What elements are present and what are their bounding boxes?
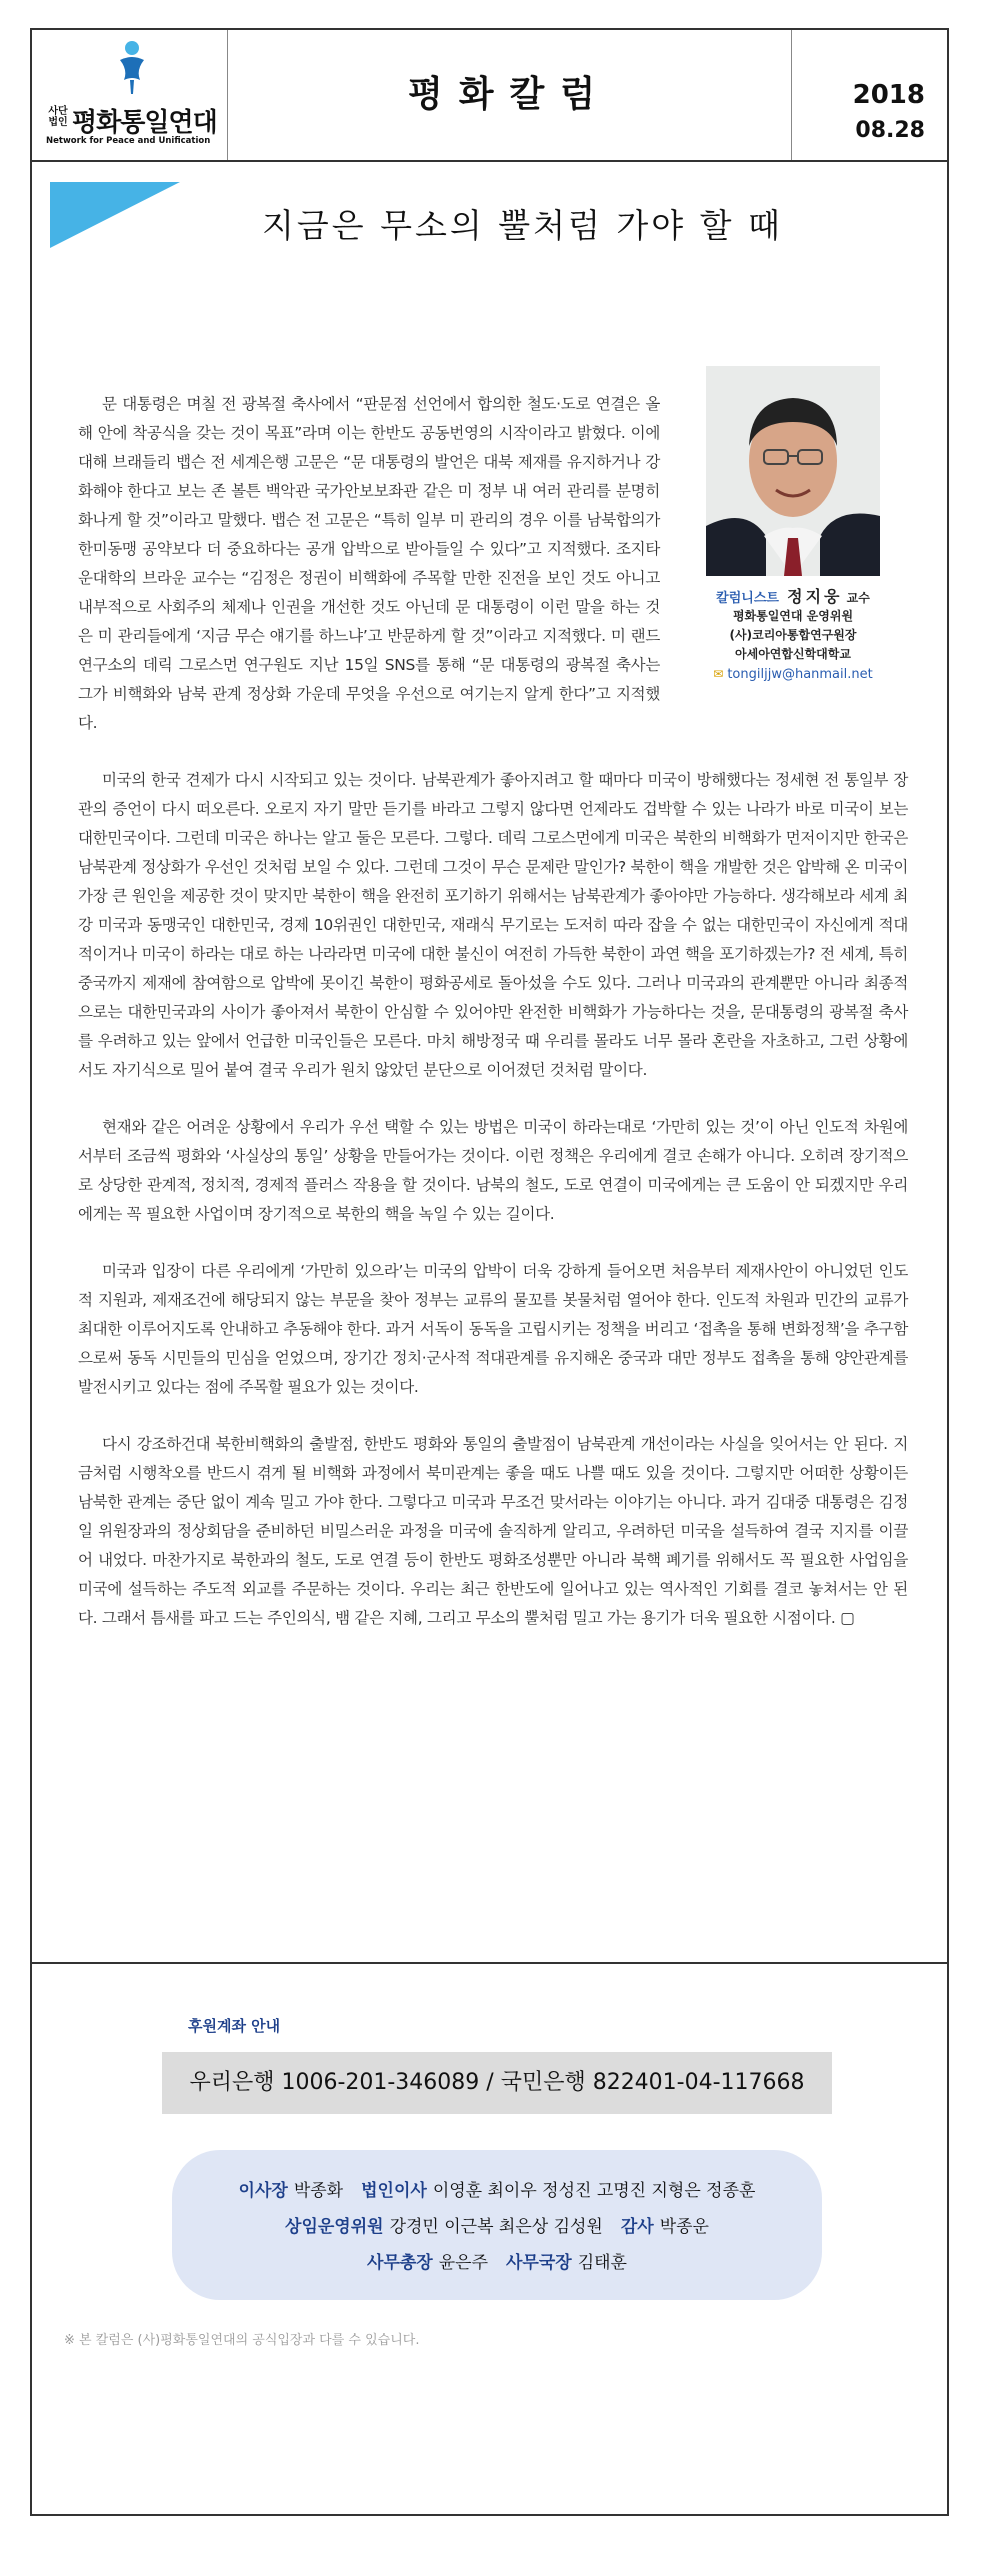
logo-org-small: 사단법인 bbox=[48, 106, 68, 128]
director-label: 사무국장 bbox=[506, 2253, 572, 2273]
author-photo bbox=[706, 366, 880, 576]
paragraph: 다시 강조하건대 북한비핵화의 출발점, 한반도 평화와 통일의 출발점이 남북관계 개선이라는 사실을 잊어서는 안 된다. 지금처럼 시행착오를 반드시 겪게 될 비핵화 과정에서 북미관계는 좋을 때도 나쁠 때도 있을 것이다. 그렇지만 어떠한 상황이든 남북한 관계는 중단 없이 계속 밀고 가야 한다. 그렇다고 미국과 무조건 맞서라는 이야기는 아니다. 과거 김대중 대통령은 김정일 위원장과의 정상회담을 준비하던 비밀스러운 과정을 미국에 솔직하게 알리고, 우려하던 미국을 설득하여 결국 지지를 이끌어 내었다. 마찬가지로 북한과의 철도, 도로 연결 등이 한반도 평화조성뿐만 아니라 북핵 폐기를 위해서도 꼭 필요한 사업임을 미국에 설득하는 주도적 외교를 주문하는 것이다. 우리는 최근 한반도에 일어나고 있는 역사적인 기회를 결코 놓쳐서는 안 된다. 그래서 틈새를 파고 드는 주인의식, 뱀 같은 지혜, 그리고 무소의 뿔처럼 밀고 가는 용기가 더욱 필요한 시점이다. ▢ bbox=[78, 1435, 908, 1627]
chair-label: 이사장 bbox=[238, 2181, 288, 2201]
paragraph: 문 대통령은 며칠 전 광복절 축사에서 “판문점 선언에서 합의한 철도·도로 연결은 올해 안에 착공식을 갖는 것이 목표”라며 이는 한반도 공동번영의 시작이라고 밝혔다. 이에 대해 브래들리 뱁슨 전 세계은행 고문은 “문 대통령의 발언은 대북 제재를 유지하거나 강화해야 한다고 보는 존 볼튼 백악관 국가안보보좌관 같은 미 정부 내 여러 관리를 분명히 화나게 할 것”이라고 말했다. 뱁슨 전 고문은 “특히 일부 미 관리의 경우 이를 남북합의가 한미동맹 공약보다 더 중요하다는 공개 압박으로 받아들일 수 있다”고 지적했다. 조지타운대학의 브라운 교수는 “김정은 정권이 비핵화에 주목할 만한 진전을 보인 것도 아니고 내부적으로 사회주의 체제나 인권을 개선한 것도 아닌데 문 대통령이 이런 말을 하는 것은 미 관리들에게 ‘지금 무슨 얘기를 하느냐’고 반문하게 할 것”이라고 지적했다. 미 랜드연구소의 데릭 그로스먼 연구원도 지난 15일 SNS를 통해 “문 대통령의 광복절 축사는 그가 비핵화와 남북 관계 정상화 가운데 무엇을 우선으로 여기는지 알게 한다”고 지적했다. bbox=[78, 395, 660, 732]
logo-mark-icon bbox=[112, 40, 152, 96]
committee-names: 강경민 이근복 최은상 김성원 bbox=[389, 2217, 603, 2237]
author-box bbox=[678, 366, 908, 685]
secgen-label: 사무총장 bbox=[367, 2253, 433, 2273]
author-email[interactable]: tongiljjw@hanmail.net bbox=[727, 667, 873, 682]
bank-accounts bbox=[162, 2052, 832, 2114]
header bbox=[32, 30, 947, 162]
column-frame bbox=[30, 28, 949, 2516]
author-title: 교수 bbox=[846, 591, 870, 605]
footer-note: ※ 본 칼럼은 (사)평화통일연대의 공식입장과 다를 수 있습니다. bbox=[64, 2333, 420, 2348]
masthead-title: 평화칼럼 bbox=[407, 74, 612, 115]
chair-name: 박종화 bbox=[293, 2181, 344, 2201]
staff-line-office bbox=[172, 2248, 822, 2273]
author-affiliation: 평화통일연대 운영위원 bbox=[732, 609, 854, 623]
issue-date: 08.28 bbox=[855, 118, 925, 143]
staff-line-committee bbox=[172, 2212, 822, 2237]
auditor-label: 감사 bbox=[620, 2217, 654, 2237]
issue-year: 2018 bbox=[852, 80, 925, 110]
author-affiliation: (사)코리아통합연구원장 bbox=[729, 628, 857, 642]
author-credit bbox=[678, 584, 908, 607]
committee-label: 상임운영위원 bbox=[285, 2217, 384, 2237]
paragraph: 미국과 입장이 다른 우리에게 ‘가만히 있으라’는 미국의 압박이 더욱 강하게 들어오면 처음부터 제재사안이 아니었던 인도적 지원과, 제재조건에 해당되지 않는 부문을 찾아 정부는 교류의 물꼬를 봇물처럼 열어야 한다. 인도적 차원과 민간의 교류가 최대한 이루어지도록 안내하고 추동해야 한다. 과거 서독이 동독을 고립시키는 정책을 버리고 ‘접촉을 통해 변화정책’을 추구함으로써 동독 시민들의 민심을 얻었으며, 장기간 정치·군사적 적대관계를 유지해온 중국과 대만 정부도 접촉을 통해 양안관계를 발전시키고 있다는 점에 주목할 필요가 있는 것이다. bbox=[78, 1262, 909, 1396]
board-names: 이영훈 최이우 정성진 고명진 지형은 정종훈 bbox=[432, 2181, 756, 2201]
staff-listing bbox=[172, 2150, 822, 2300]
author-affiliation: 아세아연합신학대학교 bbox=[735, 647, 851, 661]
article-body bbox=[78, 350, 908, 1661]
envelope-icon: ✉ bbox=[713, 667, 724, 681]
auditor-name: 박종운 bbox=[659, 2217, 709, 2237]
author-name: 정지웅 bbox=[787, 587, 843, 606]
author-role: 칼럼니스트 bbox=[716, 591, 779, 606]
logo bbox=[32, 30, 228, 160]
section-divider bbox=[32, 1962, 947, 1964]
logo-org-name: 평화통일연대 bbox=[72, 108, 217, 138]
title-accent-triangle bbox=[50, 182, 180, 248]
donation-label: 후원계좌 안내 bbox=[188, 2017, 281, 2035]
author-email-line[interactable] bbox=[678, 664, 908, 685]
logo-org-english: Network for Peace and Unification bbox=[46, 136, 211, 146]
bank-account-line: 우리은행 1006-201-346089 / 국민은행 822401-04-117668 bbox=[189, 2070, 805, 2095]
staff-line-board bbox=[172, 2176, 822, 2201]
paragraph: 미국의 한국 견제가 다시 시작되고 있는 것이다. 남북관계가 좋아지려고 할 때마다 미국이 방해했다는 정세현 전 통일부 장관의 증언이 다시 떠오른다. 오로지 자기 말만 듣기를 바라고 그렇지 않다면 언제라도 겁박할 수 있는 나라가 바로 미국이 보는 대한민국이다. 그런데 미국은 하나는 알고 둘은 모른다. 그렇다. 데릭 그로스먼에게 미국은 북한의 비핵화가 먼저이지만 한국은 남북관계 정상화가 우선인 것처럼 보일 수 있다. 그런데 그것이 무슨 문제란 말인가? 북한이 핵을 개발한 것은 압박해 온 미국이 가장 큰 원인을 제공한 것이 맞지만 북한이 핵을 완전히 포기하기 위해서는 남북관계가 좋아야만 가능하다. 생각해보라 세계 최강 미국과 동맹국인 대한민국, 경제 10위권인 대한민국, 재래식 무기로는 도저히 따라 잡을 수 없는 대한민국이 자신에게 적대적이거나 미국이 하라는 대로 하는 나라라면 미국에 대한 불신이 여전히 가득한 북한이 과연 핵을 포기하겠는가? 전 세계, 특히 중국까지 제재에 참여함으로 압박에 못이긴 북한이 평화공세로 돌아섰을 수도 있다. 그러나 미국과의 관계뿐만 아니라 최종적으로는 대한민국과의 사이가 좋아져서 북한이 안심할 수 있어야만 완전한 비핵화가 가능하다는 것을, 문대통령의 광복절 축사를 우려하고 있는 앞에서 언급한 미국인들은 모른다. 마치 해방정국 때 우리를 몰라도 너무 몰라 혼란을 자초하고, 그런 상황에서도 자기식으로 밀어 붙여 결국 우리가 원치 않았던 분단으로 이어졌던 것처럼 말이다. bbox=[78, 771, 908, 1079]
column-title: 지금은 무소의 뿔처럼 가야 할 때 bbox=[262, 206, 783, 245]
date-cell bbox=[791, 30, 947, 160]
paragraph: 현재와 같은 어려운 상황에서 우리가 우선 택할 수 있는 방법은 미국이 하라는대로 ‘가만히 있는 것’이 아닌 인도적 차원에서부터 조금씩 평화와 ‘사실상의 통일’ 상황을 만들어가는 것이다. 이런 정책은 우리에게 결코 손해가 아니다. 오히려 장기적으로 상당한 관계적, 정치적, 경제적 플러스 작용을 할 것이다. 남북의 철도, 도로 연결이 미국에게는 큰 도움이 안 되겠지만 우리에게는 꼭 필요한 사업이며 장기적으로 북한의 핵을 녹일 수 있는 길이다. bbox=[78, 1118, 908, 1223]
director-name: 김태훈 bbox=[577, 2253, 627, 2273]
secgen-name: 윤은주 bbox=[438, 2253, 488, 2273]
board-label: 법인이사 bbox=[361, 2181, 427, 2201]
